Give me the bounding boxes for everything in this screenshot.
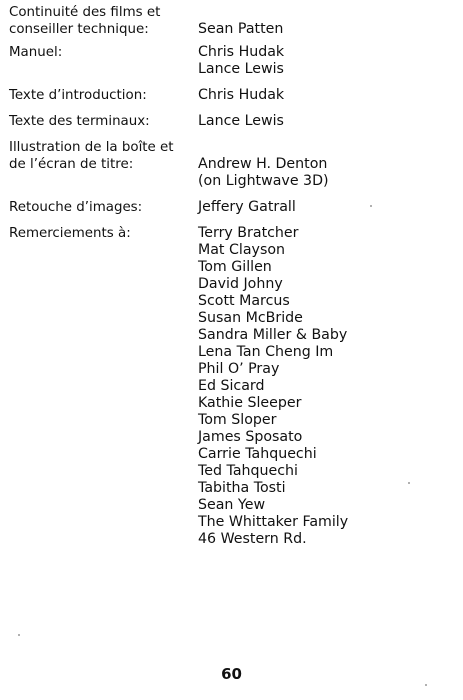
- credit-name: Lena Tan Cheng Im: [198, 344, 334, 360]
- credit-names: [198, 113, 449, 130]
- credit-name: Sean Yew: [198, 497, 266, 513]
- credit-row-thanks: [9, 225, 449, 548]
- credit-name: Sean Patten: [198, 21, 284, 37]
- credit-name: 46 Western Rd.: [198, 531, 307, 547]
- credit-name: Phil O’ Pray: [198, 361, 280, 377]
- credit-name: Scott Marcus: [198, 293, 290, 309]
- scan-speck: [370, 205, 372, 207]
- credit-row-box-illustration: [9, 139, 449, 190]
- credit-role: Continuité des films et conseiller technique:: [9, 5, 161, 37]
- credit-name: Kathie Sleeper: [198, 395, 302, 411]
- credit-name: Chris Hudak: [198, 87, 285, 103]
- credit-name: David Johny: [198, 276, 283, 292]
- page-number: 60: [221, 665, 242, 683]
- credit-name: Lance Lewis: [198, 113, 284, 129]
- credit-names: [198, 4, 449, 38]
- credit-role: Manuel:: [9, 45, 63, 60]
- credit-name: James Sposato: [198, 429, 303, 445]
- credit-row-intro-text: [9, 87, 449, 104]
- credit-role: Illustration de la boîte et de l’écran de titre:: [9, 140, 174, 172]
- credit-name: Tom Gillen: [198, 259, 272, 275]
- credit-role: Texte des terminaux:: [9, 114, 150, 129]
- credit-name: The Whittaker Family: [198, 514, 349, 530]
- credit-role: Texte d’introduction:: [9, 88, 147, 103]
- scan-speck: [425, 684, 427, 686]
- credit-role: Retouche d’images:: [9, 200, 143, 215]
- credit-name: Sandra Miller & Baby: [198, 327, 348, 343]
- credit-role: Remerciements à:: [9, 226, 131, 241]
- credit-names: [198, 199, 449, 216]
- credit-name: (on Lightwave 3D): [198, 173, 329, 189]
- credit-names: [198, 44, 449, 78]
- credit-name: Ed Sicard: [198, 378, 265, 394]
- credit-name: Tabitha Tosti: [198, 480, 286, 496]
- credit-row-image-retouch: [9, 199, 449, 216]
- credit-name: Carrie Tahquechi: [198, 446, 317, 462]
- credit-name: Terry Bratcher: [198, 225, 299, 241]
- credit-names: [198, 225, 449, 548]
- credit-names: [198, 87, 449, 104]
- credit-names: [198, 139, 449, 190]
- credit-name: Mat Clayson: [198, 242, 286, 258]
- credit-row-manual: [9, 44, 449, 78]
- scan-speck: [18, 634, 20, 636]
- credit-name: Lance Lewis: [198, 61, 284, 77]
- credit-name: Andrew H. Denton: [198, 156, 328, 172]
- credits-list: [9, 4, 449, 557]
- credit-row-terminal-text: [9, 113, 449, 130]
- scan-speck: [408, 482, 410, 484]
- credit-row-film-continuity: [9, 4, 449, 38]
- credit-name: Jeffery Gatrall: [198, 199, 296, 215]
- credit-name: Chris Hudak: [198, 44, 285, 60]
- credit-name: Ted Tahquechi: [198, 463, 298, 479]
- credit-name: Susan McBride: [198, 310, 303, 326]
- credit-name: Tom Sloper: [198, 412, 277, 428]
